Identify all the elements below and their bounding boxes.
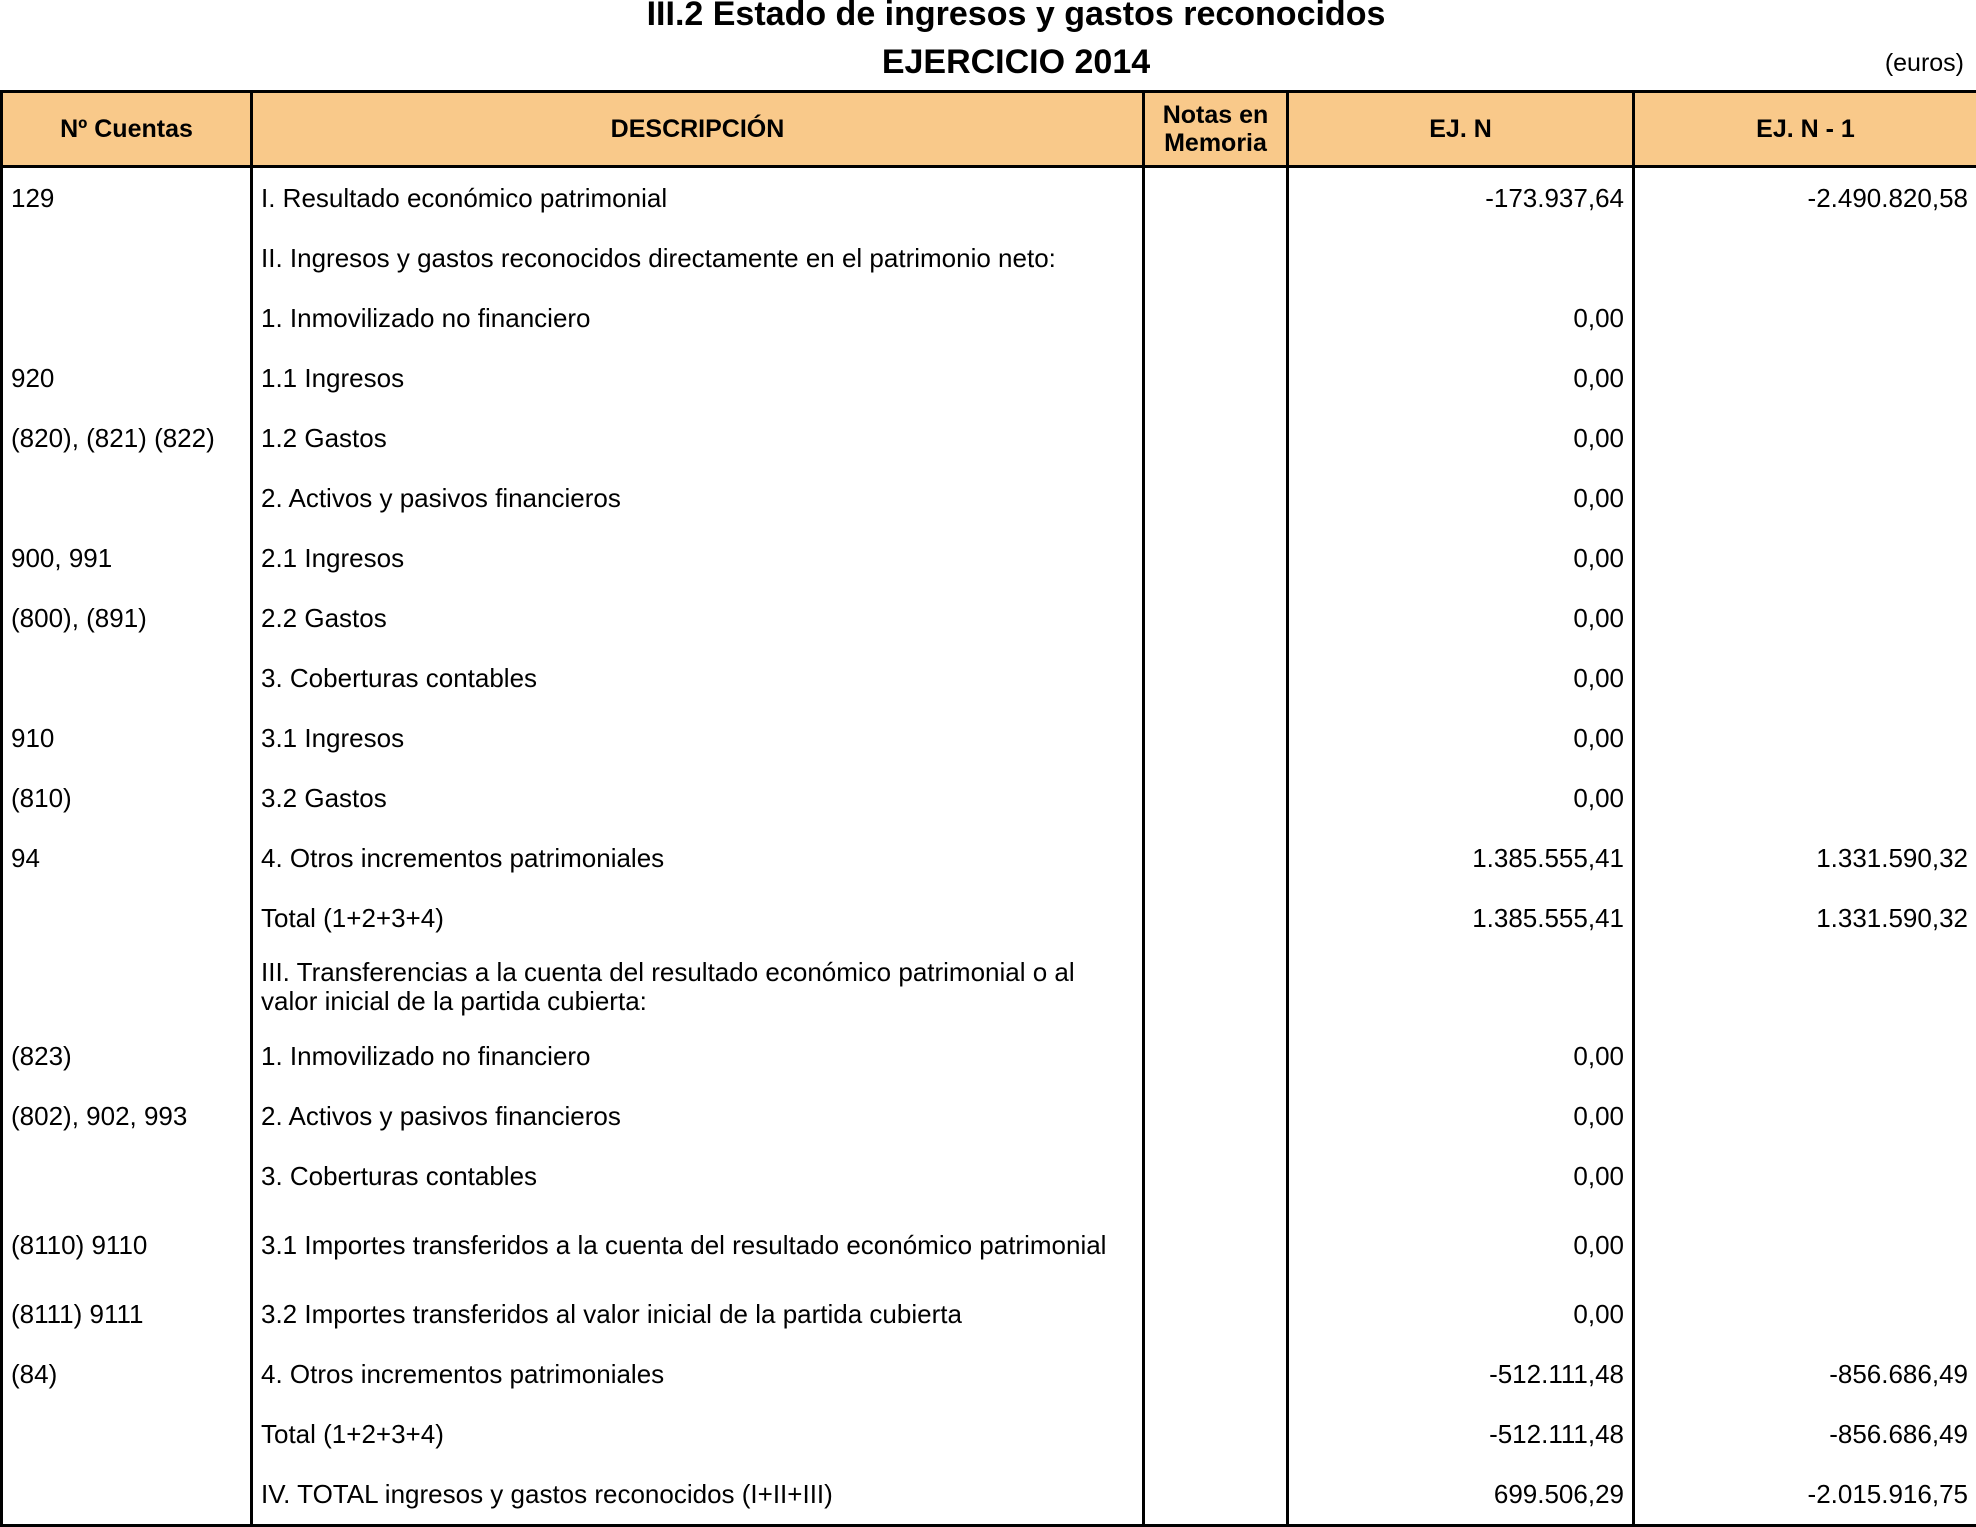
cell-notas	[1144, 1206, 1288, 1284]
table-row	[2, 1464, 1976, 1526]
table-row	[2, 648, 1976, 708]
cell-ej-n1	[1634, 1206, 1976, 1284]
cell-ej-n1: -856.686,49	[1634, 1344, 1976, 1404]
cell-cuentas: (800), (891)	[2, 588, 252, 648]
table-row	[2, 588, 1976, 648]
cell-ej-n1: -856.686,49	[1634, 1404, 1976, 1464]
cell-notas	[1144, 828, 1288, 888]
page-subtitle: EJERCICIO 2014	[881, 43, 1151, 81]
cell-ej-n1	[1634, 348, 1976, 408]
cell-descripcion: 3. Coberturas contables	[252, 648, 1144, 708]
cell-ej-n1	[1634, 768, 1976, 828]
cell-ej-n: 0,00	[1288, 1146, 1634, 1206]
cell-notas	[1144, 888, 1288, 948]
cell-descripcion: 4. Otros incrementos patrimoniales	[252, 1344, 1144, 1404]
cell-cuentas	[2, 888, 252, 948]
column-header-cuentas: Nº Cuentas	[2, 92, 252, 167]
cell-notas	[1144, 948, 1288, 1026]
cell-cuentas: (8111) 9111	[2, 1284, 252, 1344]
cell-descripcion: 2.1 Ingresos	[252, 528, 1144, 588]
cell-ej-n1	[1634, 288, 1976, 348]
table-row	[2, 1146, 1976, 1206]
cell-ej-n: 0,00	[1288, 1086, 1634, 1146]
cell-ej-n: 0,00	[1288, 348, 1634, 408]
cell-ej-n: -512.111,48	[1288, 1344, 1634, 1404]
cell-notas	[1144, 167, 1288, 229]
cell-ej-n1: 1.331.590,32	[1634, 828, 1976, 888]
cell-notas	[1144, 1464, 1288, 1526]
cell-notas	[1144, 348, 1288, 408]
cell-cuentas	[2, 1404, 252, 1464]
cell-descripcion: Total (1+2+3+4)	[252, 888, 1144, 948]
cell-notas	[1144, 588, 1288, 648]
cell-ej-n: -173.937,64	[1288, 167, 1634, 229]
cell-descripcion: 3.2 Importes transferidos al valor inicial de la partida cubierta	[252, 1284, 1144, 1344]
cell-ej-n1	[1634, 648, 1976, 708]
table-row	[2, 1026, 1976, 1086]
table-row	[2, 528, 1976, 588]
cell-cuentas: 900, 991	[2, 528, 252, 588]
table-row	[2, 1404, 1976, 1464]
cell-cuentas	[2, 1464, 252, 1526]
table-row	[2, 228, 1976, 288]
cell-cuentas: (84)	[2, 1344, 252, 1404]
cell-notas	[1144, 1146, 1288, 1206]
cell-cuentas: 920	[2, 348, 252, 408]
cell-ej-n: 0,00	[1288, 768, 1634, 828]
cell-notas	[1144, 468, 1288, 528]
cell-ej-n1	[1634, 528, 1976, 588]
cell-ej-n: 1.385.555,41	[1288, 828, 1634, 888]
cell-notas	[1144, 1404, 1288, 1464]
column-header-notas	[1144, 92, 1288, 167]
column-header-ej-n: EJ. N	[1288, 92, 1634, 167]
table-row	[2, 888, 1976, 948]
cell-descripcion: 4. Otros incrementos patrimoniales	[252, 828, 1144, 888]
cell-descripcion: 2. Activos y pasivos financieros	[252, 468, 1144, 528]
table-row	[2, 1206, 1976, 1284]
cell-ej-n: 0,00	[1288, 1284, 1634, 1344]
table-row	[2, 468, 1976, 528]
cell-ej-n1: 1.331.590,32	[1634, 888, 1976, 948]
cell-descripcion: 3.1 Ingresos	[252, 708, 1144, 768]
cell-notas	[1144, 708, 1288, 768]
cell-ej-n1: -2.490.820,58	[1634, 167, 1976, 229]
cell-notas	[1144, 528, 1288, 588]
cell-ej-n: 0,00	[1288, 408, 1634, 468]
cell-descripcion: 1.1 Ingresos	[252, 348, 1144, 408]
cell-notas	[1144, 648, 1288, 708]
table-row	[2, 768, 1976, 828]
cell-ej-n: 0,00	[1288, 1206, 1634, 1284]
cell-descripcion: 2.2 Gastos	[252, 588, 1144, 648]
cell-descripcion: III. Transferencias a la cuenta del resultado económico patrimonial o al valor inicial de la partida cubierta:	[252, 948, 1144, 1026]
cell-cuentas	[2, 228, 252, 288]
statement-table	[0, 90, 1976, 1527]
column-header-ej-n1: EJ. N - 1	[1634, 92, 1976, 167]
cell-ej-n: 0,00	[1288, 588, 1634, 648]
cell-descripcion: IV. TOTAL ingresos y gastos reconocidos (I+II+III)	[252, 1464, 1144, 1526]
cell-descripcion: 1.2 Gastos	[252, 408, 1144, 468]
cell-cuentas: 910	[2, 708, 252, 768]
cell-descripcion: 3.2 Gastos	[252, 768, 1144, 828]
cell-ej-n1	[1634, 408, 1976, 468]
cell-ej-n: 0,00	[1288, 1026, 1634, 1086]
cell-ej-n: 0,00	[1288, 708, 1634, 768]
cell-cuentas: 94	[2, 828, 252, 888]
cell-ej-n1: -2.015.916,75	[1634, 1464, 1976, 1526]
cell-notas	[1144, 1086, 1288, 1146]
cell-ej-n: 1.385.555,41	[1288, 888, 1634, 948]
table-row	[2, 948, 1976, 1026]
cell-cuentas: (810)	[2, 768, 252, 828]
unit-label: (euros)	[1884, 49, 1964, 77]
cell-ej-n1	[1634, 228, 1976, 288]
table-row	[2, 828, 1976, 888]
cell-cuentas: (823)	[2, 1026, 252, 1086]
cell-notas	[1144, 288, 1288, 348]
cell-notas	[1144, 228, 1288, 288]
cell-ej-n1	[1634, 948, 1976, 1026]
cell-descripcion: I. Resultado económico patrimonial	[252, 167, 1144, 229]
cell-ej-n: -512.111,48	[1288, 1404, 1634, 1464]
cell-descripcion: 3.1 Importes transferidos a la cuenta del resultado económico patrimonial	[252, 1206, 1144, 1284]
table-row	[2, 167, 1976, 229]
cell-cuentas: 129	[2, 167, 252, 229]
cell-ej-n1	[1634, 1284, 1976, 1344]
cell-ej-n1	[1634, 1146, 1976, 1206]
cell-descripcion: II. Ingresos y gastos reconocidos directamente en el patrimonio neto:	[252, 228, 1144, 288]
cell-ej-n: 0,00	[1288, 468, 1634, 528]
cell-ej-n1	[1634, 708, 1976, 768]
cell-cuentas: (802), 902, 993	[2, 1086, 252, 1146]
cell-descripcion: 1. Inmovilizado no financiero	[252, 288, 1144, 348]
page-title: III.2 Estado de ingresos y gastos reconocidos	[646, 0, 1386, 33]
cell-descripcion: 1. Inmovilizado no financiero	[252, 1026, 1144, 1086]
column-header-descripcion: DESCRIPCIÓN	[252, 92, 1144, 167]
cell-cuentas	[2, 648, 252, 708]
cell-ej-n1	[1634, 468, 1976, 528]
cell-cuentas	[2, 1146, 252, 1206]
cell-descripcion: 3. Coberturas contables	[252, 1146, 1144, 1206]
table-row	[2, 348, 1976, 408]
table-row	[2, 1344, 1976, 1404]
cell-cuentas	[2, 288, 252, 348]
column-header-notas-line2: Memoria	[1164, 129, 1267, 157]
cell-notas	[1144, 1344, 1288, 1404]
table-header-row	[2, 92, 1976, 167]
cell-ej-n1	[1634, 588, 1976, 648]
cell-cuentas: (8110) 9110	[2, 1206, 252, 1284]
cell-ej-n1	[1634, 1086, 1976, 1146]
cell-ej-n1	[1634, 1026, 1976, 1086]
cell-notas	[1144, 408, 1288, 468]
cell-ej-n	[1288, 228, 1634, 288]
table-row	[2, 1284, 1976, 1344]
cell-notas	[1144, 1284, 1288, 1344]
table-body	[2, 167, 1976, 1526]
column-header-notas-line1: Notas en	[1162, 101, 1269, 129]
cell-descripcion: Total (1+2+3+4)	[252, 1404, 1144, 1464]
table-row	[2, 288, 1976, 348]
cell-ej-n: 699.506,29	[1288, 1464, 1634, 1526]
table-row	[2, 408, 1976, 468]
cell-cuentas: (820), (821) (822)	[2, 408, 252, 468]
cell-ej-n: 0,00	[1288, 288, 1634, 348]
cell-descripcion: 2. Activos y pasivos financieros	[252, 1086, 1144, 1146]
table-row	[2, 708, 1976, 768]
cell-notas	[1144, 768, 1288, 828]
table-row	[2, 1086, 1976, 1146]
cell-notas	[1144, 1026, 1288, 1086]
cell-cuentas	[2, 948, 252, 1026]
cell-cuentas	[2, 468, 252, 528]
cell-ej-n: 0,00	[1288, 528, 1634, 588]
cell-ej-n: 0,00	[1288, 648, 1634, 708]
cell-ej-n	[1288, 948, 1634, 1026]
